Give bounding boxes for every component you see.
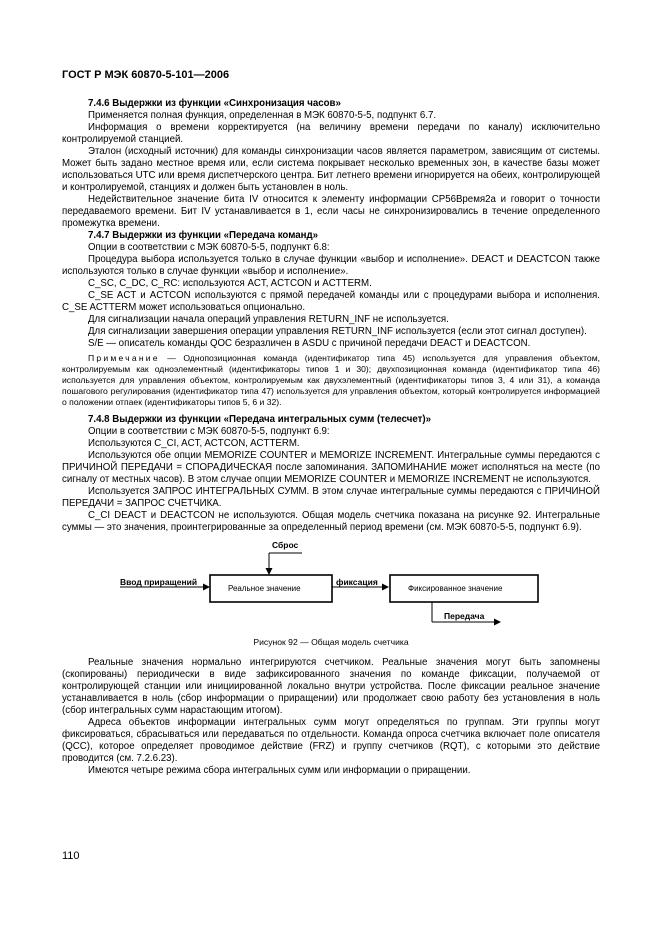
paragraph: Процедура выбора используется только в случае функции «выбор и исполнение». DEACT и DEACTCON также используются только в случае функции «выбор и исполнение». — [62, 254, 600, 277]
diagram-lines — [62, 540, 600, 636]
paragraph: Реальные значения нормально интегрируются счетчиком. Реальные значения могут быть запомнены (скопированы) периодически в виде зафиксированного значения по команде фиксации, получаемой от контролирующей станции или инициированной локально внутри устройства. После фиксации реальное значение устанавливается в ноль (сбор информации о приращении) или продолжает свою работу без установления в ноль (сбор интегральных сумм нарастающим итогом). — [62, 657, 600, 716]
paragraph: Адреса объектов информации интегральных сумм могут определяться по группам. Эти группы могут фиксироваться, сбрасываться или передаваться по отдельности. Команда опроса счетчика включает поле описателя (QCC), которое определяет проводимое действие (FRZ) и группу счетчиков (RQT), с которыми это действие проводится (см. 7.2.6.23). — [62, 717, 600, 764]
reset-label: Сброс — [272, 540, 299, 550]
paragraph: C_CI DEACT и DEACTCON не используются. Общая модель счетчика показана на рисунке 92. Интегральные суммы — это значения, проинтегрированные за определенный период времени (см. МЭК 60870-5-5, подпункт 6.9). — [62, 510, 600, 533]
figure-caption: Рисунок 92 — Общая модель счетчика — [253, 637, 409, 647]
real-value-label: Реальное значение — [228, 584, 301, 593]
paragraph: C_SE ACT и ACTCON используются с прямой передачей команды или с процедурами выбора и исполнения. C_SE ACTTERM может использоваться опционально. — [62, 290, 600, 313]
paragraph: Используется ЗАПРОС ИНТЕГРАЛЬНЫХ СУММ. В этом случае интегральные суммы передаются с ПРИЧИНОЙ ПЕРЕДАЧИ = ЗАПРОС СЧЕТЧИКА. — [62, 486, 600, 509]
note-label: Примечание — [88, 353, 160, 363]
paragraph: Для сигнализации начала операций управления RETURN_INF не используется. — [88, 314, 449, 325]
note — [62, 353, 600, 408]
paragraph: Эталон (исходный источник) для команды синхронизации часов является параметром, зависящим от системы. Может быть задано местное время или, если система покрывает несколько временных зон, в качестве базы может использоваться UTC или время диспетчерского центра. Бит летнего времени игнорируется на обеих, контролирующей и контролируемой, станциях и должен быть установлен в ноль. — [62, 146, 600, 193]
paragraph: Недействительное значение бита IV относится к элементу информации CP56Время2а и говорит о точности передаваемого времени. Бит IV устанавливается в 1, если часы не синхронизировались в течение определенного промежутка времени. — [62, 194, 600, 229]
section-heading-7-4-8: 7.4.8 Выдержки из функции «Передача интегральных сумм (телесчет)» — [88, 414, 431, 425]
paragraph: Информация о времени корректируется (на величину времени передачи по каналу) исключительно контролируемой станцией. — [62, 122, 600, 145]
paragraph: C_SC, C_DC, C_RC: используются ACT, ACTCON и ACTTERM. — [88, 278, 372, 289]
paragraph: Для сигнализации завершения операции управления RETURN_INF используется (если этот сигнал доступен). — [88, 326, 587, 337]
page-body — [62, 98, 600, 777]
freeze-label: фиксация — [336, 577, 378, 587]
paragraph: Опции в соответствии с МЭК 60870-5-5, подпункт 6.9: — [88, 426, 330, 437]
counter-model-diagram — [62, 540, 600, 636]
paragraph: Используются обе опции MEMORIZE COUNTER и MEMORIZE INCREMENT. Интегральные суммы передаются с ПРИЧИНОЙ ПЕРЕДАЧИ = СПОРАДИЧЕСКАЯ после запоминания. ЗАПОМИНАНИЕ может исполняться на месте (по сигналу от местных часов). В этом случае опции MEMORIZE COUNTER и MEMORIZE INCREMENT не используются. — [62, 450, 600, 485]
paragraph: Используются C_CI, ACT, ACTCON, ACTTERM. — [88, 438, 300, 449]
document-header: ГОСТ Р МЭК 60870-5-101—2006 — [62, 69, 230, 81]
paragraph: S/E — описатель команды QOC безразличен в ASDU с причиной передачи DEACT и DEACTCON. — [88, 338, 531, 349]
frozen-value-label: Фиксированное значение — [408, 584, 503, 593]
paragraph: Опции в соответствии с МЭК 60870-5-5, подпункт 6.8: — [88, 242, 330, 253]
paragraph: Имеются четыре режима сбора интегральных сумм или информации о приращении. — [88, 765, 471, 776]
transfer-label: Передача — [444, 611, 485, 621]
page-number: 110 — [62, 850, 80, 862]
section-heading-7-4-7: 7.4.7 Выдержки из функции «Передача команд» — [88, 230, 319, 241]
paragraph: Применяется полная функция, определенная в МЭК 60870-5-5, подпункт 6.7. — [88, 110, 437, 121]
section-heading-7-4-6: 7.4.6 Выдержки из функции «Синхронизация часов» — [88, 98, 341, 109]
note-text: — Однопозиционная команда (идентификатор типа 45) используется для управления объектом, контролируемым как однoэлементный (идентификаторы типов 1 и 30); двухпозиционная команда (идентификатор типа 46) используется для управления объектом, контролируемым как двухэлементный (идентификаторы типов 3, 4 или 31), а команда пошагового регулирования (идентификатор типа 47) используется для управления объектом, который контролируется информацией о положении отпаек (идентификаторы типов 5, 6 и 32). — [62, 353, 600, 407]
input-label: Ввод приращений — [120, 577, 198, 587]
